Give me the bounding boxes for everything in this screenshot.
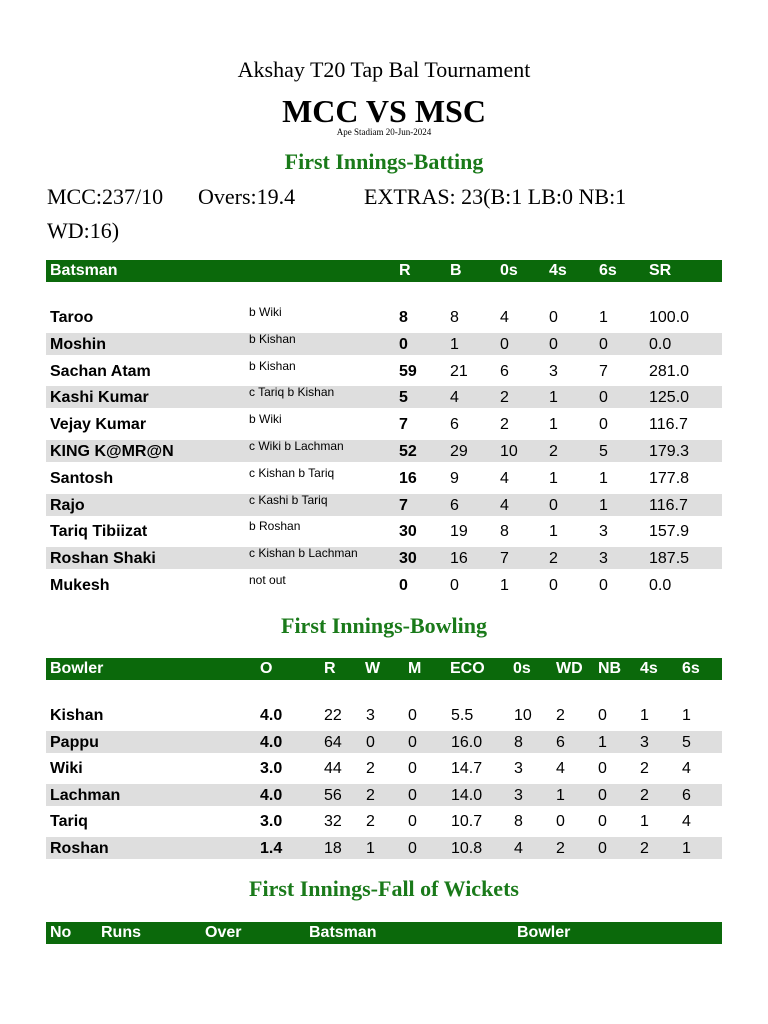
bowling-row	[46, 837, 722, 859]
batsman-fours: 0	[549, 577, 558, 594]
batsman-strike-rate: 116.7	[649, 416, 688, 434]
batting-row	[46, 333, 722, 355]
bowler-fours: 2	[640, 760, 649, 778]
batsman-runs: 5	[399, 389, 408, 407]
venue-date: Ape Stadiam 20-Jun-2024	[336, 127, 432, 137]
col-batsman: Batsman	[50, 262, 118, 279]
col-sixes: 6s	[599, 262, 617, 279]
bowler-maidens: 0	[408, 760, 417, 778]
batsman-balls: 9	[450, 469, 459, 487]
bowler-no-balls: 0	[598, 760, 607, 778]
batsman-fours: 2	[549, 443, 558, 460]
col-fours: 4s	[549, 262, 567, 279]
batsman-sixes: 0	[599, 389, 608, 407]
bowler-maidens: 0	[408, 707, 417, 724]
bowler-wides: 2	[556, 840, 565, 857]
dismissal: c Kishan b Tariq	[249, 465, 335, 480]
batting-row	[46, 467, 722, 489]
bowler-fours: 1	[640, 813, 649, 831]
batsman-zeros: 0	[500, 335, 509, 353]
batsman-name: Santosh	[50, 469, 114, 487]
batsman-sixes: 0	[599, 335, 608, 353]
bowler-maidens: 0	[408, 840, 417, 857]
bowler-runs: 64	[324, 733, 342, 751]
batsman-fours: 0	[549, 496, 558, 514]
bowling-table-header	[46, 658, 722, 680]
bowler-wides: 1	[556, 786, 565, 804]
bowler-name: Tariq	[50, 813, 88, 831]
batsman-zeros: 2	[500, 416, 509, 434]
col-fow-runs: Runs	[101, 924, 141, 941]
batsman-runs: 30	[399, 550, 417, 568]
bowler-name: Wiki	[50, 760, 83, 778]
dismissal: c Kishan b Lachman	[249, 546, 358, 561]
bowler-runs: 56	[324, 786, 342, 804]
dismissal: c Kashi b Tariq	[249, 492, 328, 507]
fow-table-header	[46, 922, 722, 944]
batting-row	[46, 413, 722, 435]
batsman-fours: 1	[549, 523, 558, 541]
batsman-sixes: 3	[599, 550, 608, 568]
batsman-strike-rate: 281.0	[649, 362, 690, 380]
bowler-economy: 16.0	[451, 733, 483, 751]
bowler-name: Kishan	[50, 707, 104, 724]
col-wicket-no: No	[50, 924, 72, 941]
dismissal: b Wiki	[249, 412, 282, 427]
batsman-runs: 7	[399, 496, 408, 514]
batting-row	[46, 574, 722, 596]
col-wickets: W	[365, 660, 381, 677]
col-zeros: 0s	[500, 262, 518, 279]
bowler-overs: 3.0	[260, 760, 283, 778]
bowler-runs: 44	[324, 760, 342, 778]
batsman-sixes: 0	[599, 416, 608, 434]
col-runs-conceded: R	[324, 660, 336, 677]
batsman-sixes: 1	[599, 496, 608, 514]
batsman-name: KING K@MR@N	[50, 443, 174, 460]
dismissal: b Kishan	[249, 331, 296, 346]
batsman-balls: 21	[450, 362, 468, 380]
batsman-strike-rate: 187.5	[649, 550, 690, 568]
bowler-economy: 10.8	[451, 840, 483, 857]
batsman-sixes: 5	[599, 443, 608, 460]
dismissal: c Wiki b Lachman	[249, 439, 344, 453]
batsman-fours: 1	[549, 389, 558, 407]
bowler-fours: 2	[640, 840, 649, 857]
col-dot-balls: 0s	[513, 660, 531, 677]
batsman-zeros: 8	[500, 523, 509, 541]
bowler-maidens: 0	[408, 786, 417, 804]
batsman-runs: 0	[399, 335, 408, 353]
col-strike-rate: SR	[649, 262, 672, 279]
dismissal: b Kishan	[249, 358, 296, 373]
batsman-zeros: 10	[500, 443, 518, 460]
bowler-dot-balls: 3	[514, 760, 523, 778]
bowler-no-balls: 0	[598, 786, 607, 804]
batsman-runs: 52	[399, 443, 417, 460]
col-balls: B	[450, 262, 462, 279]
bowler-overs: 1.4	[260, 840, 283, 857]
dismissal: b Roshan	[249, 519, 301, 534]
batsman-fours: 1	[549, 416, 558, 434]
batsman-sixes: 0	[599, 577, 608, 594]
bowler-overs: 3.0	[260, 813, 283, 831]
innings-overs: Overs:19.4	[198, 184, 296, 209]
batsman-zeros: 1	[500, 577, 509, 594]
bowler-maidens: 0	[408, 813, 417, 831]
col-maidens: M	[408, 660, 422, 677]
batsman-strike-rate: 0.0	[649, 577, 672, 594]
bowler-name: Lachman	[50, 786, 121, 804]
col-fours-conceded: 4s	[640, 660, 658, 677]
batsman-balls: 8	[450, 309, 459, 326]
col-economy: ECO	[450, 660, 485, 677]
bowler-dot-balls: 8	[514, 733, 523, 751]
batsman-balls: 4	[450, 389, 459, 407]
batsman-balls: 29	[450, 443, 468, 460]
bowler-sixes: 1	[682, 707, 691, 724]
bowler-name: Roshan	[50, 840, 109, 857]
bowler-wides: 0	[556, 813, 565, 831]
dismissal: b Wiki	[249, 305, 282, 319]
match-title: MCC VS MSC	[282, 93, 486, 129]
batsman-runs: 0	[399, 577, 408, 594]
batsman-name: Taroo	[50, 309, 94, 326]
col-fow-over: Over	[205, 924, 242, 941]
batsman-name: Sachan Atam	[50, 362, 151, 380]
batsman-name: Moshin	[50, 335, 106, 353]
batting-table-header	[46, 260, 722, 282]
batsman-balls: 0	[450, 577, 459, 594]
bowler-wides: 4	[556, 760, 565, 778]
batsman-fours: 3	[549, 362, 558, 380]
batsman-runs: 59	[399, 362, 417, 380]
batsman-runs: 7	[399, 416, 408, 434]
bowler-maidens: 0	[408, 733, 417, 751]
batsman-zeros: 4	[500, 309, 509, 326]
bowler-fours: 2	[640, 786, 649, 804]
bowler-overs: 4.0	[260, 786, 283, 804]
dismissal: not out	[249, 573, 286, 587]
bowler-runs: 32	[324, 813, 342, 831]
batting-row	[46, 360, 722, 382]
bowling-row	[46, 784, 722, 806]
bowler-wickets: 3	[366, 707, 375, 724]
col-no-balls: NB	[598, 660, 622, 677]
bowler-sixes: 1	[682, 840, 691, 857]
bowler-runs: 18	[324, 840, 342, 857]
dismissal: c Tariq b Kishan	[249, 385, 335, 400]
bowling-row	[46, 810, 722, 832]
col-sixes-conceded: 6s	[682, 660, 700, 677]
batsman-runs: 16	[399, 469, 417, 487]
bowling-row	[46, 757, 722, 779]
bowler-no-balls: 1	[598, 733, 607, 751]
batsman-runs: 8	[399, 309, 408, 326]
batsman-name: Mukesh	[50, 577, 110, 594]
col-overs: O	[260, 660, 273, 677]
batsman-strike-rate: 125.0	[649, 389, 690, 407]
batsman-zeros: 4	[500, 496, 509, 514]
batsman-name: Vejay Kumar	[50, 416, 147, 434]
batting-row	[46, 440, 722, 462]
batting-section-title: First Innings-Batting	[284, 149, 484, 174]
batsman-strike-rate: 100.0	[649, 309, 690, 326]
batting-row	[46, 547, 722, 569]
bowling-section-title: First Innings-Bowling	[281, 613, 487, 638]
batsman-balls: 19	[450, 523, 468, 541]
batsman-sixes: 3	[599, 523, 608, 541]
batsman-fours: 1	[549, 469, 558, 487]
batsman-strike-rate: 157.9	[649, 523, 690, 541]
batsman-name: Roshan Shaki	[50, 550, 156, 568]
innings-summary	[47, 180, 727, 248]
innings-extras: EXTRAS: 23(B:1 LB:0 NB:1	[364, 184, 627, 209]
batting-row	[46, 520, 722, 542]
bowler-no-balls: 0	[598, 707, 607, 724]
tournament-title: Akshay T20 Tap Bal Tournament	[237, 57, 531, 82]
fow-section-title: First Innings-Fall of Wickets	[249, 876, 519, 901]
innings-score: MCC:237/10	[47, 184, 164, 209]
bowler-name: Pappu	[50, 733, 99, 751]
batsman-zeros: 2	[500, 389, 509, 407]
bowler-wickets: 2	[366, 786, 375, 804]
batsman-fours: 2	[549, 550, 558, 568]
batting-row	[46, 494, 722, 516]
bowler-wides: 6	[556, 733, 565, 751]
col-runs: R	[399, 262, 411, 279]
bowling-row	[46, 704, 722, 726]
batting-row	[46, 306, 722, 328]
col-bowler: Bowler	[50, 660, 104, 677]
bowler-wickets: 2	[366, 760, 375, 778]
bowler-wickets: 1	[366, 840, 375, 857]
batsman-name: Rajo	[50, 496, 85, 514]
batting-row	[46, 386, 722, 408]
bowler-wickets: 2	[366, 813, 375, 831]
bowler-overs: 4.0	[260, 733, 283, 751]
bowler-dot-balls: 8	[514, 813, 523, 831]
bowler-dot-balls: 4	[514, 840, 523, 857]
bowler-wickets: 0	[366, 733, 375, 751]
col-wides: WD	[556, 660, 583, 677]
bowler-sixes: 4	[682, 760, 691, 778]
batsman-sixes: 1	[599, 309, 608, 326]
bowler-fours: 1	[640, 707, 649, 724]
batsman-zeros: 6	[500, 362, 509, 380]
bowler-runs: 22	[324, 707, 342, 724]
batsman-balls: 1	[450, 335, 459, 353]
bowler-economy: 5.5	[451, 707, 474, 724]
batsman-zeros: 7	[500, 550, 509, 568]
batsman-strike-rate: 0.0	[649, 335, 672, 353]
bowler-fours: 3	[640, 733, 649, 751]
bowler-economy: 14.7	[451, 760, 483, 778]
batsman-runs: 30	[399, 523, 417, 541]
batsman-balls: 6	[450, 496, 459, 514]
bowler-overs: 4.0	[260, 707, 283, 724]
batsman-strike-rate: 116.7	[649, 496, 688, 514]
bowler-wides: 2	[556, 707, 565, 724]
bowler-sixes: 6	[682, 786, 691, 804]
batsman-sixes: 7	[599, 362, 608, 380]
bowling-row	[46, 731, 722, 753]
batsman-zeros: 4	[500, 469, 509, 487]
bowler-no-balls: 0	[598, 840, 607, 857]
batsman-strike-rate: 179.3	[649, 443, 690, 460]
bowler-dot-balls: 3	[514, 786, 523, 804]
innings-extras-continued: WD:16)	[47, 218, 120, 243]
col-fow-bowler: Bowler	[517, 924, 571, 941]
batsman-sixes: 1	[599, 469, 608, 487]
batsman-balls: 6	[450, 416, 459, 434]
bowler-dot-balls: 10	[514, 707, 532, 724]
batsman-strike-rate: 177.8	[649, 469, 690, 487]
bowler-economy: 14.0	[451, 786, 483, 804]
batsman-fours: 0	[549, 309, 558, 326]
batsman-fours: 0	[549, 335, 558, 353]
bowler-sixes: 5	[682, 733, 691, 751]
col-fow-batsman: Batsman	[309, 924, 377, 941]
batsman-balls: 16	[450, 550, 468, 568]
bowler-no-balls: 0	[598, 813, 607, 831]
bowler-economy: 10.7	[451, 813, 483, 831]
bowler-sixes: 4	[682, 813, 691, 831]
batsman-name: Kashi Kumar	[50, 389, 149, 407]
batsman-name: Tariq Tibiizat	[50, 523, 148, 541]
